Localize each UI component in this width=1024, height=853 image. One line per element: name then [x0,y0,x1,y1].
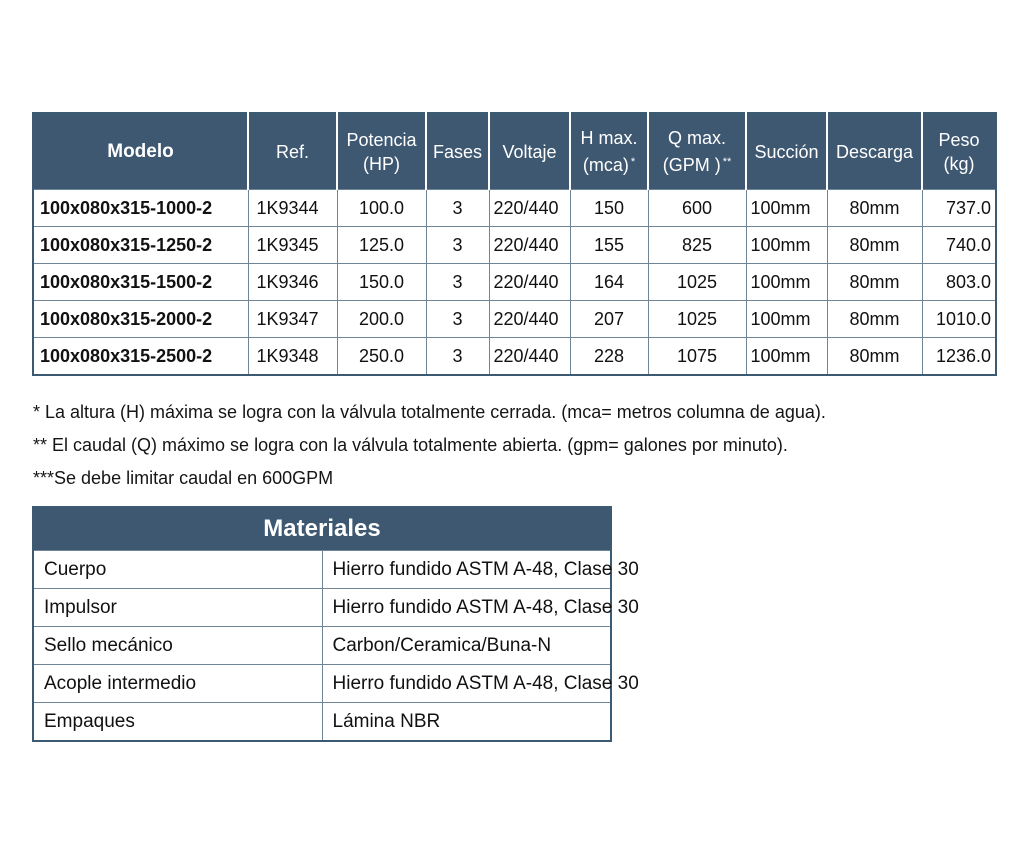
cell-hmax: 164 [570,264,648,301]
material-value: Hierro fundido ASTM A-48, Clase 30 [322,551,611,589]
cell-ref: 1K9346 [248,264,337,301]
cell-qmax: 1025 [648,264,746,301]
spec-row [33,190,996,227]
materials-header-row [33,507,611,551]
cell-potencia: 200.0 [337,301,426,338]
cell-descarga: 80mm [827,227,922,264]
cell-qmax: 1025 [648,301,746,338]
footnote-qmax: ** El caudal (Q) máximo se logra con la válvula totalmente abierta. (gpm= galones por minuto). [33,435,788,455]
cell-modelo: 100x080x315-1250-2 [33,227,248,264]
cell-peso: 1236.0 [922,338,996,376]
cell-voltaje: 220/440 [489,338,570,376]
header-peso [922,113,996,190]
cell-descarga: 80mm [827,338,922,376]
header-voltaje: Voltaje [489,113,570,190]
header-hmax-footnote-mark: * [630,156,636,168]
spec-row [33,264,996,301]
cell-fases: 3 [426,264,489,301]
cell-modelo: 100x080x315-1500-2 [33,264,248,301]
cell-voltaje: 220/440 [489,301,570,338]
material-part: Cuerpo [33,551,322,589]
cell-succion: 100mm [746,301,827,338]
cell-ref: 1K9347 [248,301,337,338]
header-hmax-line2: (mca) [582,155,629,175]
header-peso-line2: (kg) [943,153,975,174]
header-succion: Succión [746,113,827,190]
cell-peso: 740.0 [922,227,996,264]
material-row [33,665,611,703]
header-descarga: Descarga [827,113,922,190]
materials-table [32,506,639,742]
footnote-hmax: * La altura (H) máxima se logra con la válvula totalmente cerrada. (mca= metros columna de agua). [33,402,826,422]
material-row [33,551,611,589]
header-qmax [648,113,746,190]
cell-descarga: 80mm [827,190,922,227]
cell-succion: 100mm [746,338,827,376]
cell-ref: 1K9344 [248,190,337,227]
material-value: Hierro fundido ASTM A-48, Clase 30 [322,665,611,703]
cell-ref: 1K9345 [248,227,337,264]
cell-fases: 3 [426,301,489,338]
cell-succion: 100mm [746,190,827,227]
spec-header-row [33,113,996,190]
material-part: Impulsor [33,589,322,627]
cell-descarga: 80mm [827,264,922,301]
material-row [33,703,611,742]
cell-peso: 1010.0 [922,301,996,338]
cell-peso: 737.0 [922,190,996,227]
cell-potencia: 125.0 [337,227,426,264]
cell-voltaje: 220/440 [489,190,570,227]
header-hmax [570,113,648,190]
cell-fases: 3 [426,227,489,264]
spec-row [33,227,996,264]
spec-row [33,301,996,338]
spec-row [33,338,996,376]
cell-potencia: 150.0 [337,264,426,301]
cell-qmax: 1075 [648,338,746,376]
cell-potencia: 100.0 [337,190,426,227]
cell-voltaje: 220/440 [489,264,570,301]
header-qmax-footnote-mark: ** [722,156,732,168]
material-part: Empaques [33,703,322,742]
cell-modelo: 100x080x315-1000-2 [33,190,248,227]
material-value: Carbon/Ceramica/Buna-N [322,627,611,665]
material-row [33,627,611,665]
header-hmax-line1: H max. [580,128,638,148]
cell-qmax: 600 [648,190,746,227]
cell-modelo: 100x080x315-2000-2 [33,301,248,338]
cell-ref: 1K9348 [248,338,337,376]
cell-qmax: 825 [648,227,746,264]
header-potencia-line1: Potencia [346,129,417,150]
material-value: Hierro fundido ASTM A-48, Clase 30 [322,589,611,627]
cell-modelo: 100x080x315-2500-2 [33,338,248,376]
cell-hmax: 228 [570,338,648,376]
footnotes [33,396,826,495]
cell-succion: 100mm [746,227,827,264]
cell-hmax: 207 [570,301,648,338]
material-row [33,589,611,627]
material-value: Lámina NBR [322,703,611,742]
cell-fases: 3 [426,338,489,376]
header-potencia-line2: (HP) [363,153,400,174]
cell-descarga: 80mm [827,301,922,338]
cell-hmax: 155 [570,227,648,264]
cell-potencia: 250.0 [337,338,426,376]
footnote-flow-limit: ***Se debe limitar caudal en 600GPM [33,468,334,488]
cell-voltaje: 220/440 [489,227,570,264]
cell-fases: 3 [426,190,489,227]
header-qmax-line1: Q max. [667,128,726,148]
cell-succion: 100mm [746,264,827,301]
header-ref: Ref. [248,113,337,190]
cell-peso: 803.0 [922,264,996,301]
materials-title: Materiales [33,507,611,551]
header-fases: Fases [426,113,489,190]
cell-hmax: 150 [570,190,648,227]
pump-spec-table [32,112,997,376]
header-peso-line1: Peso [938,129,980,150]
material-part: Acople intermedio [33,665,322,703]
header-potencia [337,113,426,190]
material-part: Sello mecánico [33,627,322,665]
header-modelo: Modelo [33,113,248,190]
header-qmax-line2: (GPM ) [662,155,721,175]
